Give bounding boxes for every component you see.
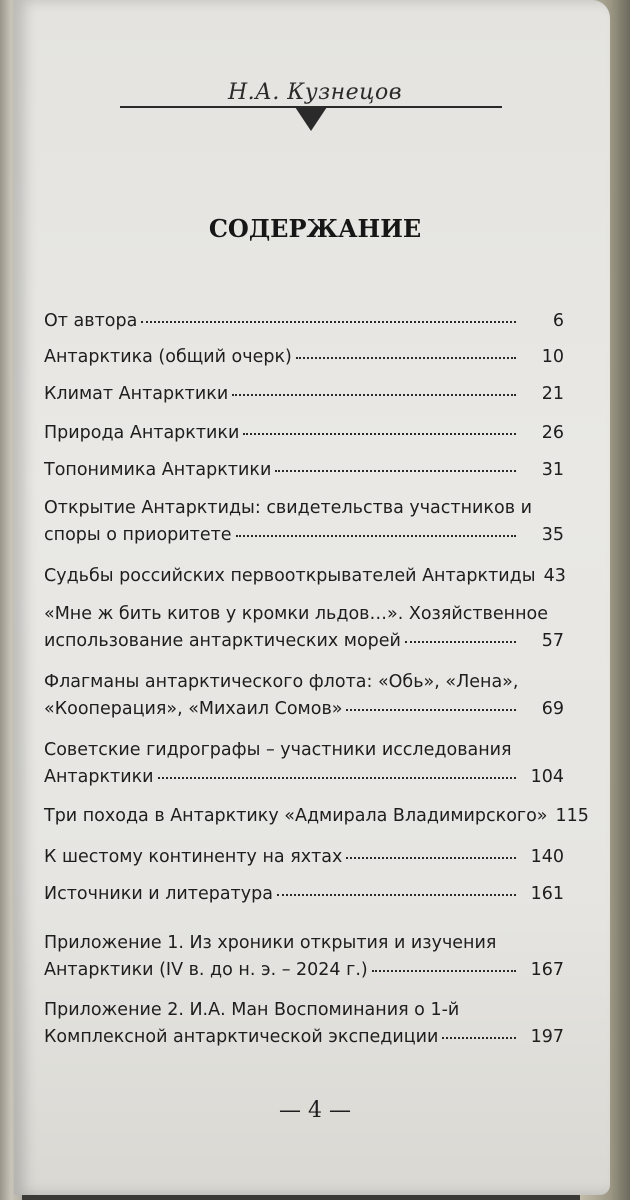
- toc-entry: [44, 500, 564, 544]
- toc-title: СОДЕРЖАНИЕ: [208, 214, 422, 243]
- toc-entry-last-line: [44, 766, 564, 787]
- toc-dot-leader: [158, 776, 516, 779]
- toc-entry: [44, 349, 564, 367]
- toc-entry-last-line: [44, 524, 564, 545]
- toc-entry-title: Приложение 2. И.А. Ман Воспоминания о 1-й: [44, 1000, 460, 1020]
- toc-entry-title: Советские гидрографы – участники исследования: [44, 740, 512, 760]
- toc-page-number: 57: [541, 630, 564, 651]
- toc-entry-title: Три похода в Антарктику «Адмирала Владимирского»: [44, 806, 548, 826]
- toc-page-number: 31: [541, 460, 564, 480]
- toc-entry-title: Открытие Антарктиды: свидетельства участников и: [44, 498, 532, 518]
- running-header-author: Н.А. Кузнецов: [227, 80, 403, 105]
- toc-dot-leader: [275, 469, 516, 472]
- toc-entry-title: «Мне ж бить китов у кромки льдов…». Хозяйственное: [44, 604, 548, 624]
- page-number: — 4 —: [279, 1098, 351, 1123]
- toc-dot-leader: [346, 856, 516, 859]
- toc-entry: [44, 674, 564, 718]
- toc-entry: [44, 313, 564, 331]
- toc-dot-leader: [296, 356, 516, 359]
- toc-dot-leader: [232, 393, 516, 396]
- toc-page-number: 115: [555, 806, 589, 826]
- toc-entry-title: Судьбы российских первооткрывателей Антарктиды: [44, 566, 536, 586]
- toc-entry-title: Источники и литература: [44, 884, 273, 904]
- toc-entry: [44, 386, 564, 404]
- toc-page-number: 43: [543, 566, 566, 586]
- toc-entry-title: использование антарктических морей: [44, 630, 401, 651]
- toc-entry: [44, 849, 564, 867]
- toc-entry-title: Флагманы антарктического флота: «Обь», «Лена»,: [44, 672, 519, 692]
- toc-dot-leader: [346, 708, 516, 711]
- toc-entry: [44, 935, 564, 979]
- toc-entry-title: «Кооперация», «Михаил Сомов»: [44, 698, 343, 719]
- toc-entry: [44, 742, 564, 786]
- toc-entry-title: Климат Антарктики: [44, 384, 229, 404]
- toc-entry: [44, 425, 564, 443]
- toc-page-number: 10: [541, 347, 564, 367]
- header-triangle-ornament: [295, 107, 327, 131]
- toc-entry-title: К шестому континенту на яхтах: [44, 847, 343, 867]
- toc-entry: [44, 886, 564, 904]
- toc-entry-title: споры о приоритете: [44, 524, 232, 545]
- toc-entry-last-line: [44, 630, 564, 651]
- toc-entry: [44, 1002, 564, 1046]
- toc-page-number: 197: [530, 1026, 564, 1047]
- toc-dot-leader: [236, 534, 516, 537]
- toc-page-number: 167: [530, 959, 564, 980]
- toc-dot-leader: [141, 320, 516, 323]
- toc-page-number: 6: [552, 311, 564, 331]
- toc-entry-title: Антарктики (IV в. до н. э. – 2024 г.): [44, 959, 368, 980]
- toc-dot-leader: [277, 893, 516, 896]
- toc-page-number: 104: [530, 766, 564, 787]
- toc-page-number: 21: [541, 384, 564, 404]
- toc-entry-last-line: [44, 959, 564, 980]
- toc-entry: [44, 462, 564, 480]
- toc-dot-leader: [372, 969, 516, 972]
- toc-entry-title: От автора: [44, 311, 138, 331]
- toc-entry-title: Антарктика (общий очерк): [44, 347, 292, 367]
- toc-dot-leader: [243, 432, 516, 435]
- toc-entry-last-line: [44, 1026, 564, 1047]
- toc-page-number: 161: [530, 884, 564, 904]
- toc-entry-last-line: [44, 698, 564, 719]
- toc-entry-title: Комплексной антарктической экспедиции: [44, 1026, 439, 1047]
- toc-entry: [44, 606, 564, 650]
- toc-entry-title: Антарктики: [44, 766, 154, 787]
- toc-entry-title: Топонимика Антарктики: [44, 460, 272, 480]
- toc-page-number: 26: [541, 423, 564, 443]
- toc-page-number: 35: [541, 524, 564, 545]
- toc-dot-leader: [405, 640, 516, 643]
- toc-page-number: 140: [530, 847, 564, 867]
- toc-entry-title: Приложение 1. Из хроники открытия и изучения: [44, 933, 497, 953]
- toc-entry-title: Природа Антарктики: [44, 423, 240, 443]
- toc-dot-leader: [442, 1036, 516, 1039]
- toc-entry: [44, 806, 589, 826]
- toc-entry: [44, 568, 564, 586]
- toc-page-number: 69: [541, 698, 564, 719]
